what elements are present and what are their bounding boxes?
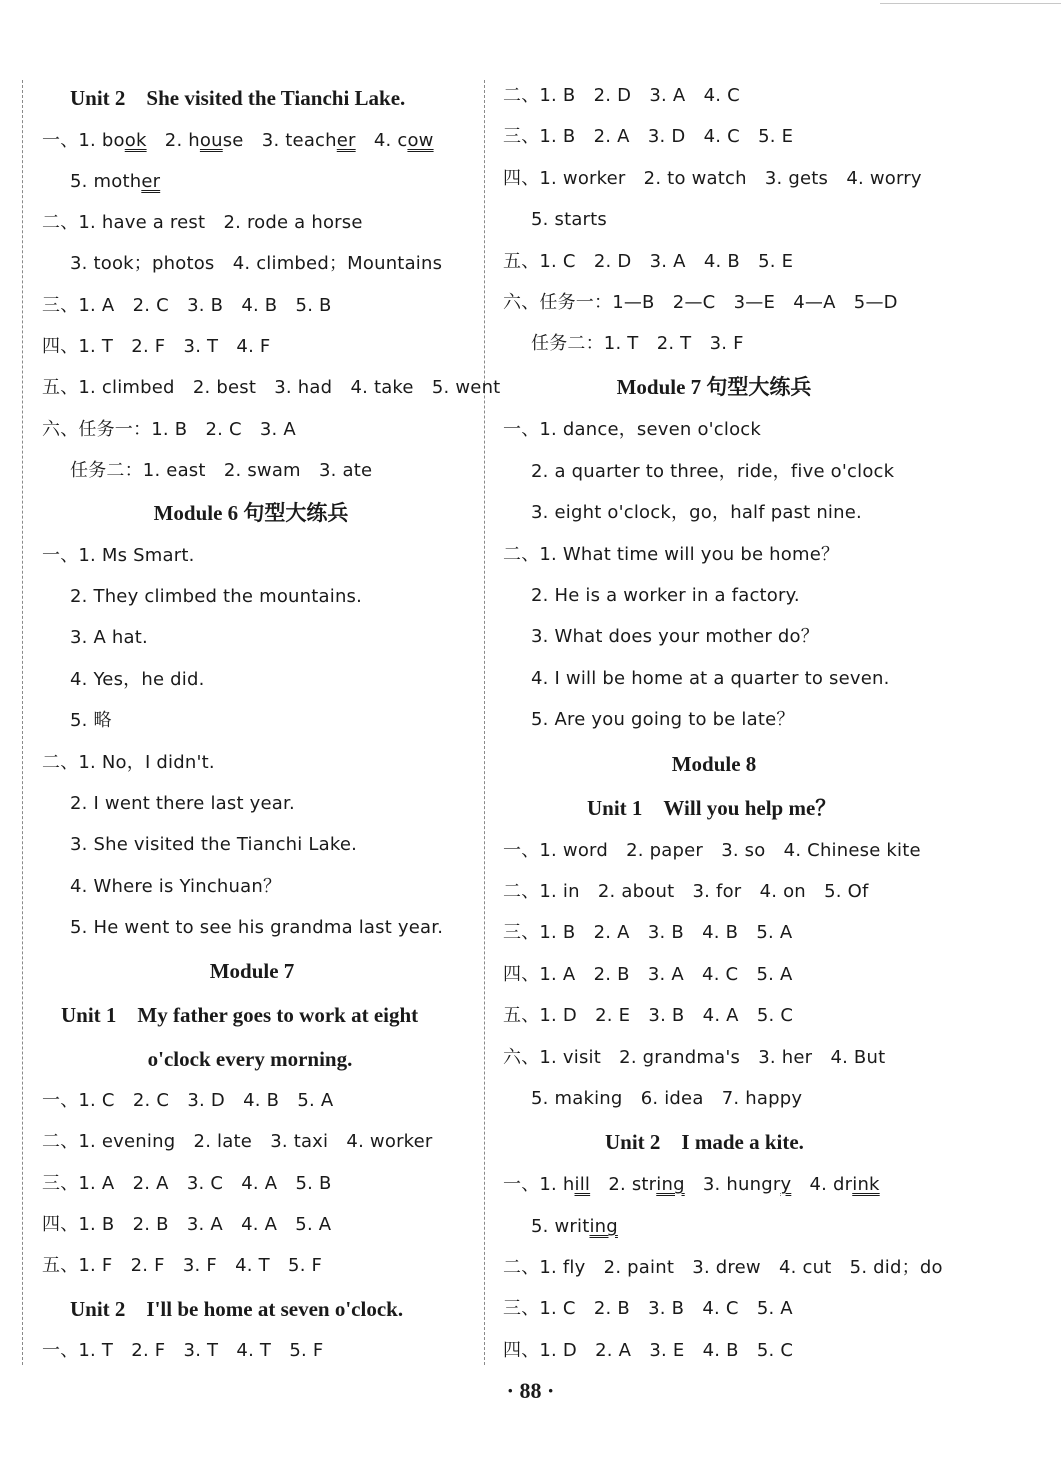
answer-line: 五、1. F 2. F 3. F 4. T 5. F [42, 1255, 323, 1276]
module7-unit1-heading: Unit 1 My father goes to work at eight [61, 1003, 419, 1027]
answer-line: 四、1. worker 2. to watch 3. gets 4. worry [503, 168, 922, 189]
module8-unit1-heading: Unit 1 Will you help me？ [587, 796, 837, 820]
answer-line: 一、1. book 2. house 3. teacher 4. cow [42, 130, 434, 151]
module7-unit2-heading: Unit 2 I'll be home at seven o'clock. [70, 1297, 404, 1321]
answer-line: 任务二：1. T 2. T 3. F [531, 333, 744, 354]
answer-line: 一、1. T 2. F 3. T 4. T 5. F [42, 1340, 324, 1361]
module7-drill-heading: Module 7 句型大练兵 [616, 375, 812, 399]
answer-line: 4. Where is Yinchuan？ [70, 876, 282, 897]
answer-line: 5. mother [70, 171, 161, 192]
answer-line: 5. starts [531, 209, 607, 230]
answer-line: 5. 略 [70, 710, 112, 731]
answer-line: 四、1. D 2. A 3. E 4. B 5. C [503, 1340, 794, 1361]
answer-line: 3. eight o'clock，go，half past nine. [531, 502, 862, 523]
answer-line: 六、1. visit 2. grandma's 3. her 4. But [503, 1047, 886, 1068]
answer-line: 一、1. dance，seven o'clock [503, 419, 762, 440]
answer-line: 二、1. in 2. about 3. for 4. on 5. Of [503, 881, 869, 902]
left-margin-rule [22, 80, 23, 1365]
answer-line: 六、任务一：1—B 2—C 3—E 4—A 5—D [503, 292, 898, 313]
answer-line: 三、1. A 2. C 3. B 4. B 5. B [42, 295, 332, 316]
answer-line: 六、任务一：1. B 2. C 3. A [42, 419, 296, 440]
answer-line: 五、1. D 2. E 3. B 4. A 5. C [503, 1005, 794, 1026]
answer-line: 四、1. A 2. B 3. A 4. C 5. A [503, 964, 793, 985]
answer-line: 3. took；photos 4. climbed；Mountains [70, 253, 443, 274]
answer-line: 一、1. word 2. paper 3. so 4. Chinese kite [503, 840, 921, 861]
answer-line: 一、1. C 2. C 3. D 4. B 5. A [42, 1090, 334, 1111]
answer-line: 三、1. B 2. A 3. D 4. C 5. E [503, 126, 794, 147]
answer-line: 2. He is a worker in a factory. [531, 585, 800, 606]
module8-unit2-heading: Unit 2 I made a kite. [605, 1130, 804, 1154]
answer-line: 三、1. C 2. B 3. B 4. C 5. A [503, 1298, 793, 1319]
module7-heading: Module 7 [209, 959, 295, 983]
answer-line: 3. A hat. [70, 627, 148, 648]
answer-line: 3. What does your mother do？ [531, 626, 819, 647]
answer-line: 五、1. C 2. D 3. A 4. B 5. E [503, 251, 794, 272]
answer-line: 一、1. hill 2. string 3. hungry 4. drink [503, 1174, 880, 1195]
module6-drill-heading: Module 6 句型大练兵 [153, 501, 349, 525]
module8-heading: Module 8 [671, 752, 757, 776]
unit2-heading: Unit 2 She visited the Tianchi Lake. [70, 86, 406, 110]
answer-line: 二、1. fly 2. paint 3. drew 4. cut 5. did；do [503, 1257, 943, 1278]
answer-line: 二、1. B 2. D 3. A 4. C [503, 85, 740, 106]
answer-line: 3. She visited the Tianchi Lake. [70, 834, 358, 855]
answer-line: 2. They climbed the mountains. [70, 586, 363, 607]
center-column-rule [484, 80, 485, 1365]
answer-line: 二、1. have a rest 2. rode a horse [42, 212, 363, 233]
answer-line: 四、1. B 2. B 3. A 4. A 5. A [42, 1214, 332, 1235]
answer-line: 三、1. A 2. A 3. C 4. A 5. B [42, 1173, 332, 1194]
module7-unit1-heading-cont: o'clock every morning. [147, 1047, 353, 1071]
answer-line: 二、1. No，I didn't. [42, 752, 215, 773]
answer-line: 4. Yes，he did. [70, 669, 205, 690]
answer-line: 二、1. evening 2. late 3. taxi 4. worker [42, 1131, 433, 1152]
answer-line: 五、1. climbed 2. best 3. had 4. take 5. went [42, 377, 501, 398]
answer-line: 5. He went to see his grandma last year. [70, 917, 444, 938]
answer-line: 四、1. T 2. F 3. T 4. F [42, 336, 271, 357]
answer-line: 二、1. What time will you be home？ [503, 544, 840, 565]
page-number: · 88 · [506, 1378, 555, 1403]
answer-line: 任务二：1. east 2. swam 3. ate [70, 460, 373, 481]
answer-line: 5. writing [531, 1216, 618, 1237]
answer-line: 三、1. B 2. A 3. B 4. B 5. A [503, 922, 793, 943]
answer-line: 2. a quarter to three，ride，five o'clock [531, 461, 895, 482]
top-edge-line [880, 3, 1061, 4]
answer-line: 5. making 6. idea 7. happy [531, 1088, 803, 1109]
answer-line: 2. I went there last year. [70, 793, 295, 814]
answer-line: 一、1. Ms Smart. [42, 545, 195, 566]
answer-line: 4. I will be home at a quarter to seven. [531, 668, 890, 689]
answer-line: 5. Are you going to be late？ [531, 709, 795, 730]
